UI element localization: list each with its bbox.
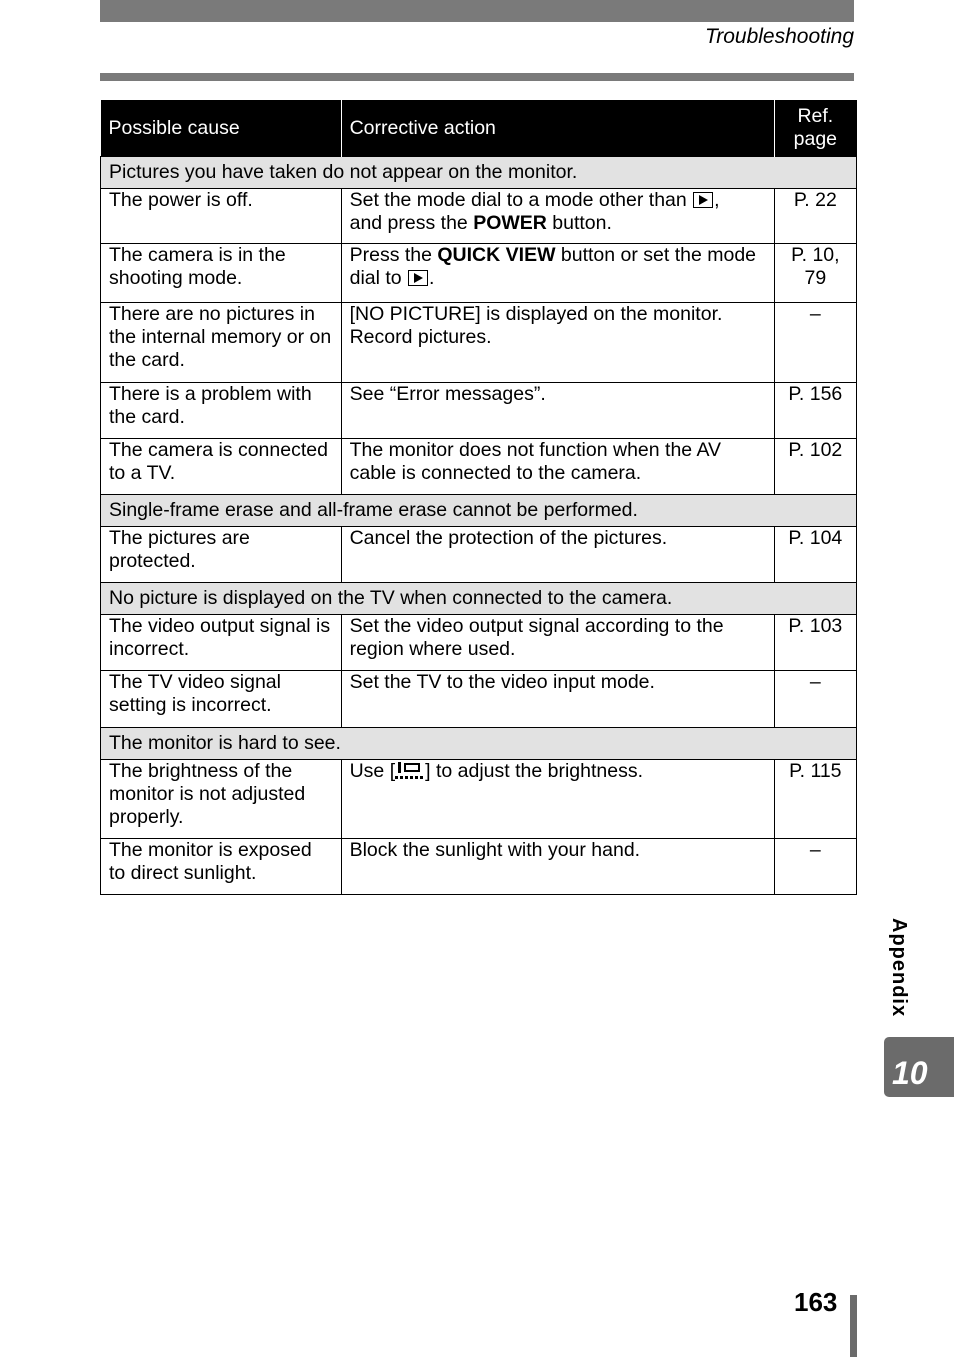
action-text: , and press the [349, 189, 720, 234]
page-number-bar [850, 1295, 857, 1357]
playback-mode-icon [408, 270, 428, 286]
section-heading: No picture is displayed on the TV when connected to the camera. [101, 583, 857, 615]
column-header-ref [774, 100, 856, 157]
cause-cell: The monitor is exposed to direct sunlight. [101, 839, 342, 895]
action-text: Set the mode dial to a mode other than [349, 189, 693, 211]
action-text: . [429, 267, 435, 289]
table-row [101, 383, 857, 439]
table-row [101, 189, 857, 244]
chapter-tab [884, 1037, 954, 1097]
action-cell [341, 760, 774, 839]
action-cell: See “Error messages”. [341, 383, 774, 439]
page-header-title: Troubleshooting [704, 25, 854, 48]
table-row [101, 303, 857, 383]
ref-page-cell [774, 244, 856, 303]
action-text: Use [ [349, 760, 396, 782]
table-header-row [101, 100, 857, 157]
cause-cell: The pictures are protected. [101, 527, 342, 583]
action-text: ] to adjust the brightness. [425, 760, 643, 782]
appendix-label-text: Appendix [888, 918, 910, 1018]
action-cell: [NO PICTURE] is displayed on the monitor. Record pictures. [341, 303, 774, 383]
ref-page-cell: – [774, 303, 856, 383]
appendix-side-label [878, 918, 918, 1033]
table-row [101, 615, 857, 671]
monitor-brightness-icon [395, 762, 425, 780]
action-cell: Block the sunlight with your hand. [341, 839, 774, 895]
ref-page-cell: P. 104 [774, 527, 856, 583]
chapter-number: 10 [892, 1055, 928, 1091]
section-heading: Pictures you have taken do not appear on the monitor. [101, 157, 857, 189]
action-text: button or set the mode dial to [349, 244, 757, 289]
page-number: 163 [794, 1287, 838, 1317]
cause-cell: The video output signal is incorrect. [101, 615, 342, 671]
column-header-action: Corrective action [341, 100, 774, 157]
ref-page-cell: P. 103 [774, 615, 856, 671]
section-heading: The monitor is hard to see. [101, 728, 857, 760]
table-row [101, 527, 857, 583]
action-text: button. [546, 212, 612, 234]
quick-view-button-label: QUICK VIEW [437, 244, 556, 266]
troubleshooting-table [100, 100, 857, 895]
table-row [101, 760, 857, 839]
cause-cell: The camera is in the shooting mode. [101, 244, 342, 303]
table-row [101, 671, 857, 728]
ref-page-cell: P. 22 [774, 189, 856, 244]
action-cell: Set the video output signal according to the region where used. [341, 615, 774, 671]
cause-cell: There is a problem with the card. [101, 383, 342, 439]
action-cell: The monitor does not function when the AV cable is connected to the camera. [341, 439, 774, 495]
cause-cell: The power is off. [101, 189, 342, 244]
action-cell [341, 189, 774, 244]
ref-page-cell: P. 156 [774, 383, 856, 439]
table-row [101, 244, 857, 303]
header-bar [100, 0, 854, 22]
action-text: Press the [349, 244, 438, 266]
cause-cell: The camera is connected to a TV. [101, 439, 342, 495]
action-cell: Cancel the protection of the pictures. [341, 527, 774, 583]
cause-cell: The brightness of the monitor is not adjusted properly. [101, 760, 342, 839]
cause-cell: There are no pictures in the internal memory or on the card. [101, 303, 342, 383]
cause-cell: The TV video signal setting is incorrect. [101, 671, 342, 728]
ref-page-cell: P. 115 [774, 760, 856, 839]
column-header-cause: Possible cause [101, 100, 342, 157]
header-rule [100, 73, 854, 81]
ref-page-cell: – [774, 671, 856, 728]
ref-page-cell: P. 102 [774, 439, 856, 495]
section-heading-row [101, 495, 857, 527]
table-row [101, 839, 857, 895]
section-heading-row [101, 583, 857, 615]
action-cell: Set the TV to the video input mode. [341, 671, 774, 728]
power-button-label: POWER [473, 212, 547, 234]
action-cell [341, 244, 774, 303]
section-heading-row [101, 728, 857, 760]
playback-mode-icon [693, 192, 713, 208]
ref-page-text: P. 10, 79 [791, 244, 840, 289]
ref-page-cell: – [774, 839, 856, 895]
column-header-ref-label: Ref. page [793, 105, 838, 150]
section-heading-row [101, 157, 857, 189]
section-heading: Single-frame erase and all-frame erase cannot be performed. [101, 495, 857, 527]
table-row [101, 439, 857, 495]
